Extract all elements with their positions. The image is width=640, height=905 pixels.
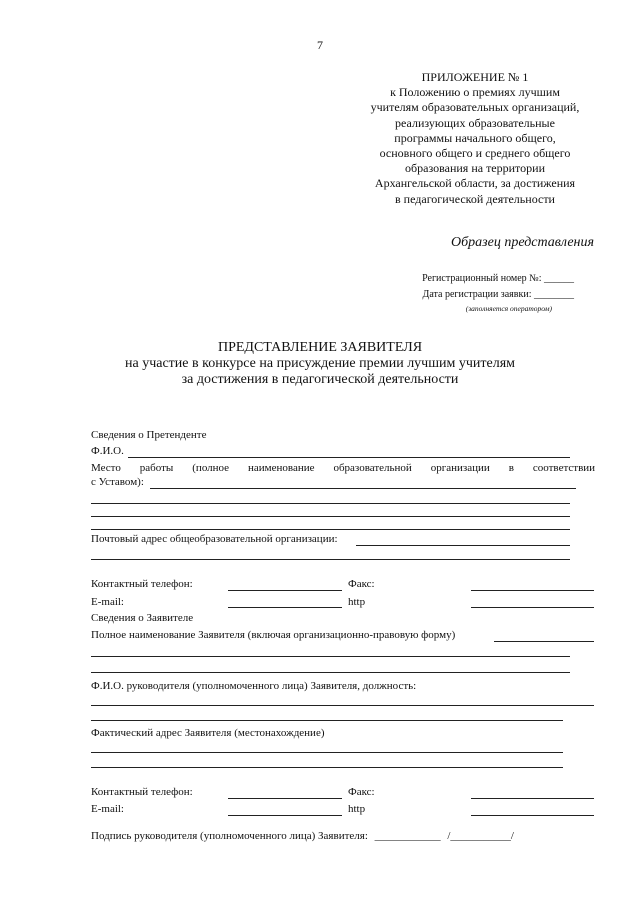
applicant-http-field[interactable] [471, 815, 594, 816]
applicant-heading: Сведения о Заявителе [91, 612, 194, 624]
title-line-2: на участие в конкурсе на присуждение премии лучшим учителям [125, 356, 515, 371]
address-field[interactable] [91, 752, 563, 753]
fio-label: Ф.И.О. [91, 445, 124, 457]
email-label: E-mail: [91, 596, 124, 608]
workplace-field-line[interactable] [91, 529, 570, 530]
applicant-email-label: E-mail: [91, 803, 124, 815]
signature-row [91, 830, 514, 842]
registration-note: (заполняется оператором) [465, 304, 552, 313]
phone-label: Контактный телефон: [91, 578, 193, 590]
head-label: Ф.И.О. руководителя (уполномоченного лица) Заявителя, должность: [91, 680, 417, 692]
workplace-field-line[interactable] [91, 516, 570, 517]
signature-label: Подпись руководителя (уполномоченного лица) Заявителя: [91, 830, 368, 842]
postal-field-line[interactable] [91, 559, 570, 560]
postal-label: Почтовый адрес общеобразовательной организации: [91, 533, 338, 545]
appendix-line: к Положению о премиях лучшим [390, 85, 560, 100]
http-field[interactable] [471, 607, 594, 608]
workplace-cont-label: с Уставом): [91, 476, 144, 488]
applicant-http-label: http [348, 803, 366, 815]
workplace-label: Место работы (полное наименование образовательной организации в соответствии [91, 462, 596, 474]
applicant-fullname-line[interactable] [91, 656, 570, 657]
registration-number: Регистрационный номер №: ______ [422, 273, 574, 284]
appendix-line: в педагогической деятельности [395, 191, 555, 206]
applicant-phone-field[interactable] [228, 798, 342, 799]
fax-field[interactable] [471, 590, 594, 591]
appendix-block [355, 70, 595, 207]
fio-field[interactable] [128, 457, 570, 458]
applicant-email-field[interactable] [228, 815, 342, 816]
appendix-line: основного общего и среднего общего [379, 146, 571, 161]
appendix-title: ПРИЛОЖЕНИЕ № 1 [421, 70, 529, 84]
head-field[interactable] [91, 705, 594, 706]
applicant-fax-label: Факс: [348, 786, 375, 798]
address-field-line[interactable] [91, 767, 563, 768]
http-label: http [348, 596, 366, 608]
head-field-line[interactable] [91, 720, 563, 721]
address-label: Фактический адрес Заявителя (местонахождение) [91, 727, 325, 739]
appendix-line: Архангельской области, за достижения [374, 176, 576, 191]
fax-label: Факс: [348, 578, 375, 590]
applicant-fullname-line[interactable] [91, 672, 570, 673]
applicant-fullname-label: Полное наименование Заявителя (включая организационно-правовую форму) [91, 629, 456, 641]
candidate-heading: Сведения о Претенденте [91, 429, 207, 441]
registration-block [390, 271, 574, 315]
appendix-line: учителям образовательных организаций, [370, 100, 580, 115]
postal-field[interactable] [356, 545, 570, 546]
phone-field[interactable] [228, 590, 342, 591]
registration-date: Дата регистрации заявки: ________ [422, 289, 574, 300]
appendix-line: программы начального общего, [394, 130, 556, 145]
applicant-fax-field[interactable] [471, 798, 594, 799]
applicant-phone-label: Контактный телефон: [91, 786, 193, 798]
signature-decoding-field[interactable]: /___________/ [447, 830, 514, 842]
document-title [0, 340, 640, 388]
title-line-1: ПРЕДСТАВЛЕНИЕ ЗАЯВИТЕЛЯ [217, 340, 423, 355]
appendix-line: реализующих образовательные [395, 115, 555, 130]
sample-label: Образец представления [451, 235, 594, 250]
title-line-3: за достижения в педагогической деятельности [181, 372, 459, 387]
workplace-field-line[interactable] [91, 503, 570, 504]
page-number: 7 [317, 38, 323, 52]
email-field[interactable] [228, 607, 342, 608]
signature-field[interactable]: ____________ [374, 830, 441, 842]
appendix-line: образования на территории [405, 161, 545, 176]
applicant-fullname-field[interactable] [494, 641, 594, 642]
workplace-field[interactable] [150, 488, 576, 489]
